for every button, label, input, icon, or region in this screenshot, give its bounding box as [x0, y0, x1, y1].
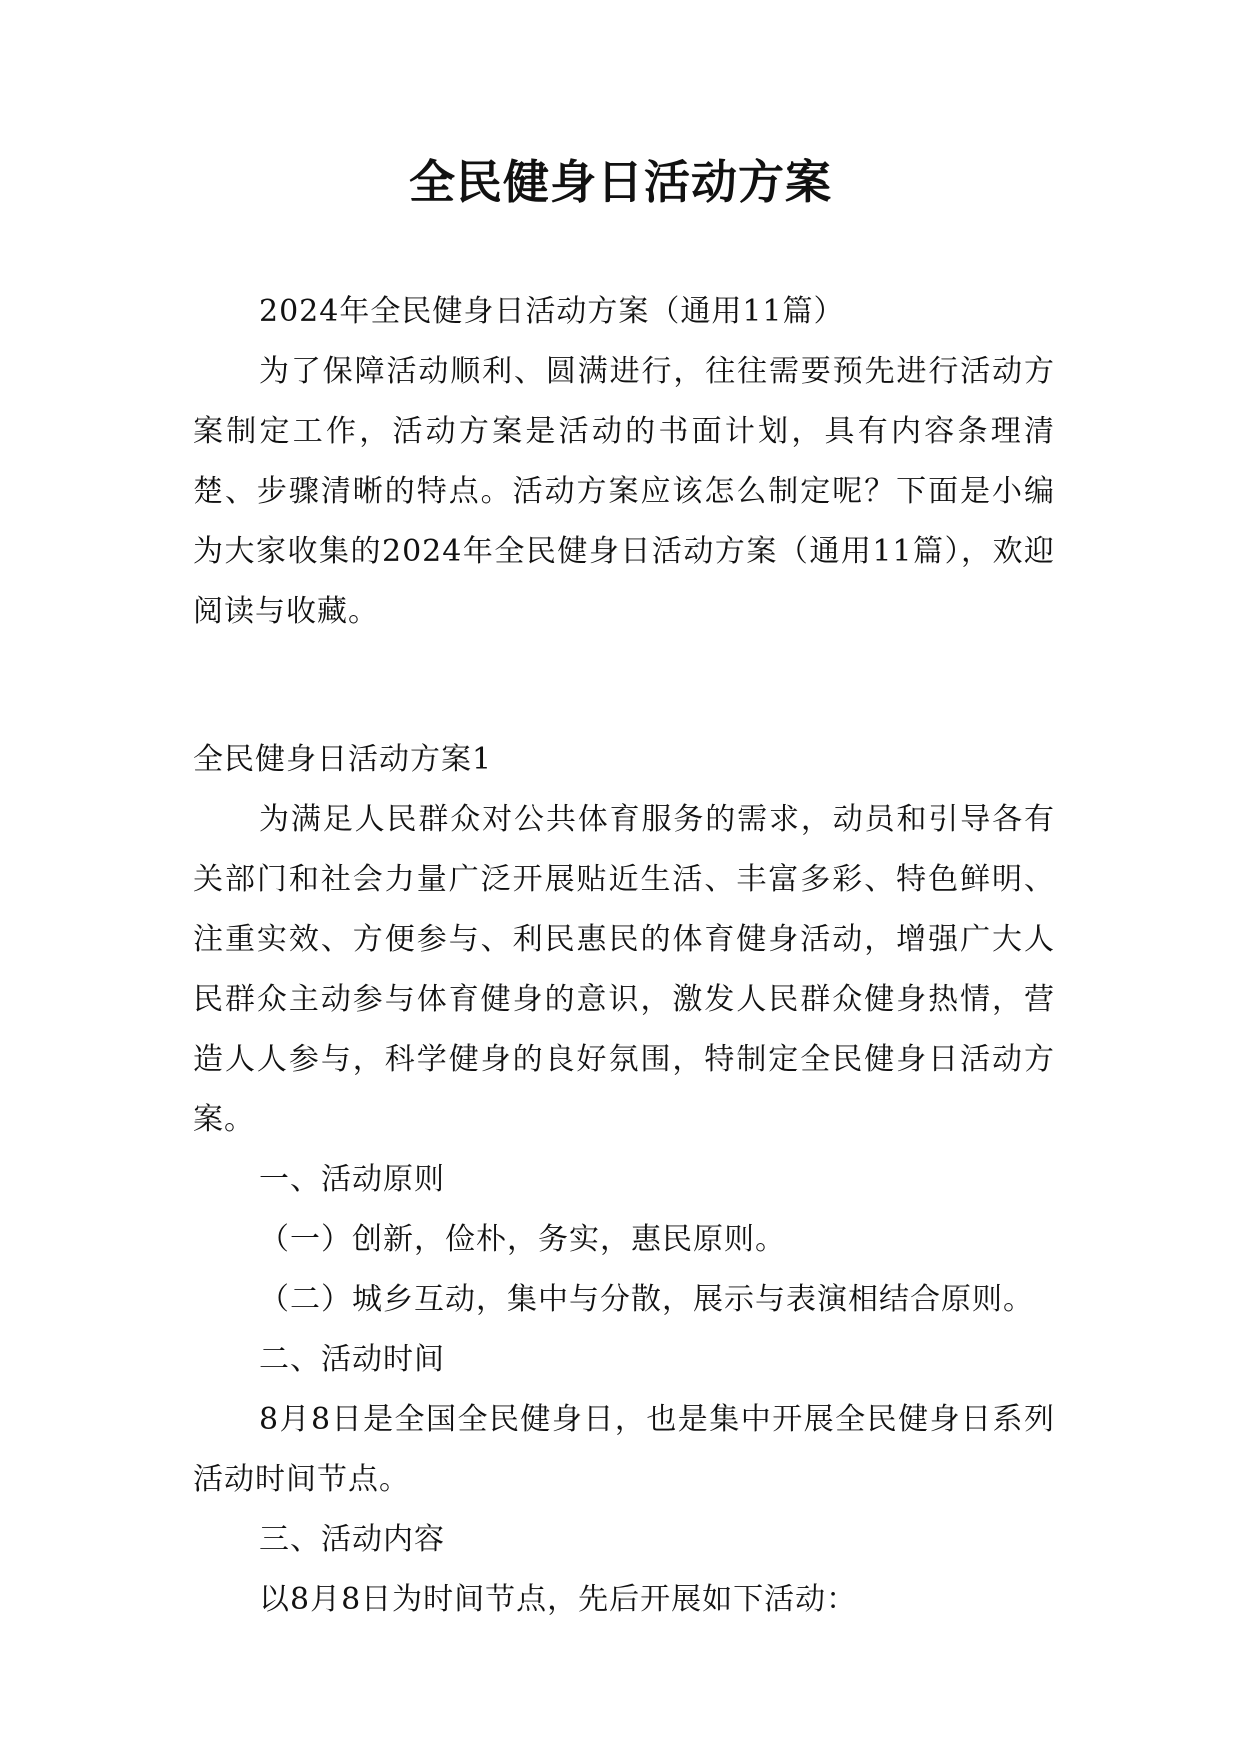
principle-item-2: （二）城乡互动，集中与分散，展示与表演相结合原则。 — [259, 1282, 1034, 1317]
paragraph-gap — [193, 642, 1055, 730]
content-paragraph: 以8月8日为时间节点，先后开展如下活动： — [259, 1582, 858, 1617]
heading-principles: 一、活动原则 — [259, 1162, 445, 1197]
section-title: 全民健身日活动方案1 — [193, 742, 493, 777]
principle-item-1: （一）创新，俭朴，务实，惠民原则。 — [259, 1222, 786, 1257]
intro-paragraph: 为了保障活动顺利、圆满进行，往往需要预先进行活动方案制定工作，活动方案是活动的书面计划，具有内容条理清楚、步骤清晰的特点。活动方案应该怎么制定呢？下面是小编为大家收集的2024年全民健身日活动方案（通用11篇），欢迎阅读与收藏。 — [193, 354, 1055, 629]
section-intro-paragraph: 为满足人民群众对公共体育服务的需求，动员和引导各有关部门和社会力量广泛开展贴近生活、丰富多彩、特色鲜明、注重实效、方便参与、利民惠民的体育健身活动，增强广大人民群众主动参与体育健身的意识，激发人民群众健身热情，营造人人参与，科学健身的良好氛围，特制定全民健身日活动方案。 — [193, 802, 1055, 1137]
document-title: 全民健身日活动方案 — [409, 155, 832, 209]
document-body — [193, 282, 1055, 1630]
time-paragraph: 8月8日是全国全民健身日，也是集中开展全民健身日系列活动时间节点。 — [193, 1402, 1055, 1497]
document-subtitle: 2024年全民健身日活动方案（通用11篇） — [259, 294, 845, 329]
heading-time: 二、活动时间 — [259, 1342, 445, 1377]
heading-content: 三、活动内容 — [259, 1522, 445, 1557]
